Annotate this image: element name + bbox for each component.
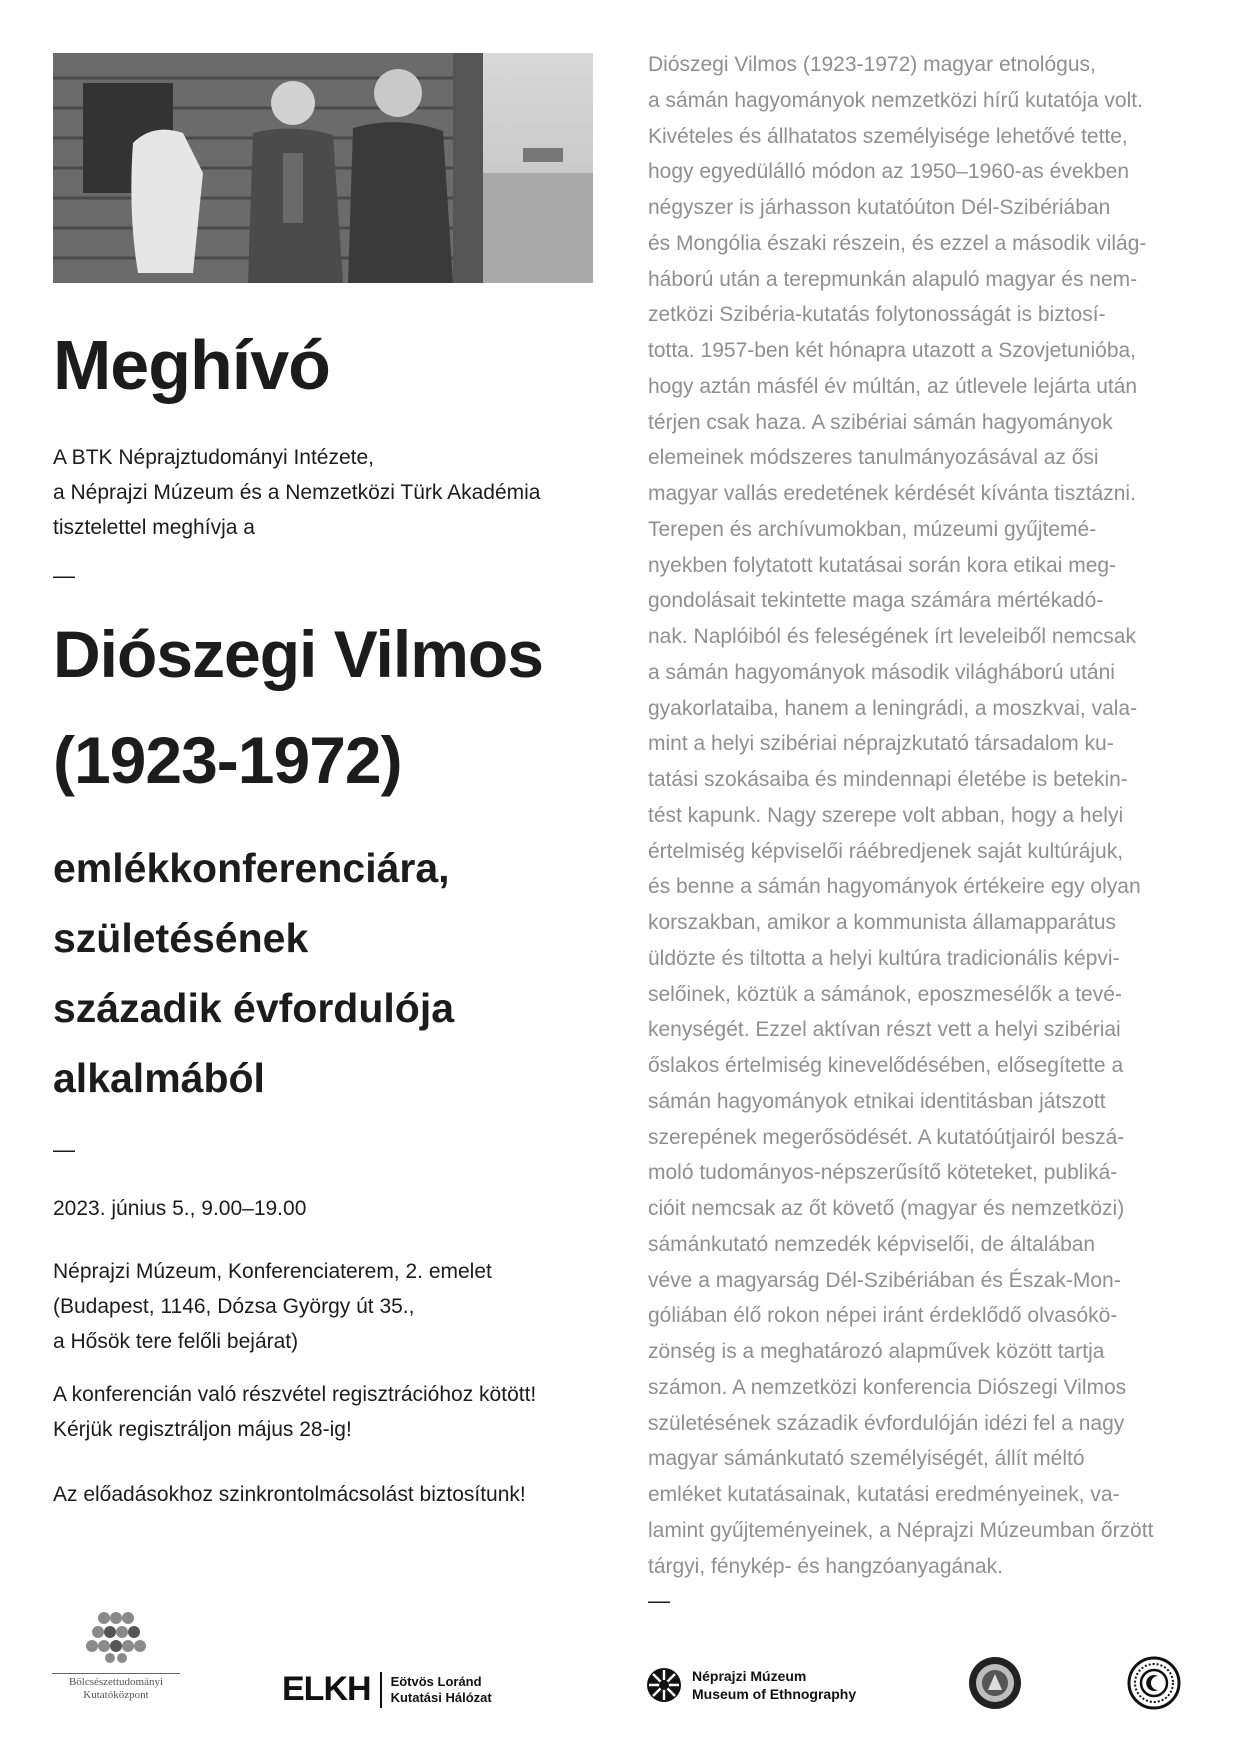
venue-line: (Budapest, 1146, Dózsa György út 35., [53, 1295, 415, 1318]
btk-label: Kutatóközpont [83, 1689, 149, 1701]
invitation-title: Meghívó [53, 326, 330, 404]
elkh-logo [282, 1670, 492, 1709]
biography-line: számon. A nemzetközi konferencia Diószegi Vilmos [648, 1375, 1127, 1399]
biography-line: totta. 1957-ben két hónapra utazott a Szovjetunióba, [648, 339, 1137, 362]
elkh-text-line: Kutatási Hálózat [390, 1689, 492, 1705]
intro-line: a Néprajzi Múzeum és a Nemzetközi Türk Akadémia [53, 481, 541, 504]
biography-line: magyar sámánkutató személyiségét, állít méltó [648, 1447, 1085, 1471]
elkh-separator [380, 1672, 382, 1708]
occasion-block [53, 833, 613, 1113]
photo-illustration [53, 53, 593, 283]
biography-line: selőinek, köztük a sámánok, eposzmesélők a tevé- [648, 982, 1122, 1006]
biography-line: cióit nemcsak az őt követő (magyar és nemzetközi) [648, 1197, 1125, 1220]
biography-line: háború után a terepmunkán alapuló magyar és nem- [648, 267, 1138, 291]
venue-line: a Hősök tere felőli bejárat) [53, 1330, 299, 1353]
biography-text [648, 47, 1193, 1584]
elkh-mark: ELKH [282, 1670, 371, 1708]
occasion-line: századik évfordulója [53, 985, 455, 1031]
intro-text [53, 440, 613, 545]
biography-line: gyakorlataiba, hanem a leningrádi, a moszkvai, vala- [648, 696, 1138, 720]
interpretation-note: Az előadásokhoz szinkrontolmácsolást biztosítunk! [53, 1483, 526, 1506]
person-name-block [53, 601, 613, 813]
seal-icon [968, 1656, 1022, 1710]
biography-line: magyar vallás eredetének kérdését kívánta tisztázni. [648, 482, 1136, 505]
person-name: Diószegi Vilmos [53, 617, 543, 691]
biography-line: a sámán hagyományok nemzetközi hírű kutatója volt. [648, 88, 1143, 112]
archival-photo [53, 53, 593, 283]
biography-line: kenységét. Ezzel aktívan részt vett a helyi szibériai [648, 1018, 1121, 1042]
museum-emblem-icon [645, 1666, 683, 1704]
biography-line: elemeinek módszeres tanulmányozásával az ősi [648, 446, 1099, 470]
registration-line: A konferencián való részvétel regisztrációhoz kötött! [53, 1383, 537, 1406]
biography-line: a sámán hagyományok második világháború utáni [648, 660, 1115, 684]
biography-line: zetközi Szibéria-kutatás folytonosságát is biztosí- [648, 303, 1106, 327]
museum-text-line: Museum of Ethnography [692, 1686, 857, 1702]
biography-line: nak. Naplóiból és feleségének írt leveleiből nemcsak [648, 625, 1136, 648]
occasion-line: emlékkonferenciára, [53, 845, 450, 891]
biography-line: góliában élő rokon népei iránt érdeklődő olvasókö- [648, 1304, 1118, 1328]
biography-line: térjen csak haza. A szibériai sámán hagyományok [648, 410, 1113, 434]
biography-line: üldözte és tiltotta a helyi kultúra tradicionális képvi- [648, 946, 1120, 970]
emblem-seal [1127, 1656, 1181, 1715]
btk-divider [52, 1673, 180, 1674]
biography-line: hogy egyedülálló módon az 1950–1960-as években [648, 160, 1130, 184]
section-dash: — [53, 563, 75, 588]
biography-line: Terepen és archívumokban, múzeumi gyűjtemé- [648, 517, 1097, 541]
biography-line: hogy aztán másfél év múltán, az útlevele lejárta után [648, 374, 1138, 398]
partner-logos [0, 1600, 1240, 1730]
biography-line: emléket kutatásainak, kutatási eredményeinek, va- [648, 1483, 1120, 1506]
biography-line: születésének századik évfordulóján idézi fel a nagy [648, 1411, 1125, 1435]
biography-line: őslakos értelmiség kinevelődésében, elősegítette a [648, 1054, 1124, 1077]
elkh-text [391, 1674, 492, 1706]
biography-line: sámánkutató nemzedék képviselői, de általában [648, 1232, 1096, 1256]
intro-line: tisztelettel meghívja a [53, 516, 255, 539]
person-years: (1923-1972) [53, 723, 402, 797]
section-dash: — [648, 1588, 670, 1613]
biography-line: véve a magyarság Dél-Szibériában és Észak-Mon- [648, 1268, 1121, 1292]
biography-line: tárgyi, fénykép- és hangzóanyagának. [648, 1554, 1003, 1578]
museum-text [692, 1667, 856, 1703]
invitation-column [53, 300, 613, 1512]
biography-line: és Mongólia északi részein, és ezzel a második világ- [648, 231, 1147, 255]
crescent-seal-icon [1127, 1656, 1181, 1710]
biography-line: tést kapunk. Nagy szerepe volt abban, hogy a helyi [648, 803, 1124, 827]
occasion-line: alkalmából [53, 1055, 265, 1101]
btk-logo [52, 1610, 180, 1702]
biography-line: korszakban, amikor a kommunista államapparátus [648, 911, 1117, 934]
museum-of-ethnography-logo [645, 1666, 856, 1704]
btk-label: Bölcsészettudományi [68, 1676, 164, 1688]
biography-line: gondolásait tekintette maga számára mértékadó- [648, 589, 1104, 613]
biography-line: lamint gyűjteményeinek, a Néprajzi Múzeumban őrzött [648, 1518, 1154, 1542]
museum-text-line: Néprajzi Múzeum [692, 1668, 807, 1684]
registration-block [53, 1377, 613, 1447]
biography-line: tatási szokásaiba és mindennapi életébe is betekin- [648, 768, 1128, 791]
section-dash: — [53, 1137, 75, 1162]
venue-line: Néprajzi Múzeum, Konferenciaterem, 2. emelet [53, 1260, 492, 1283]
intro-line: A BTK Néprajztudományi Intézete, [53, 446, 374, 469]
event-date: 2023. június 5., 9.00–19.00 [53, 1197, 307, 1220]
elkh-text-line: Eötvös Loránd [390, 1673, 482, 1689]
biography-line: mint a helyi szibériai néprajzkutató társadalom ku- [648, 732, 1114, 756]
turk-academy-seal [968, 1656, 1022, 1715]
registration-line: Kérjük regisztráljon május 28-ig! [53, 1418, 352, 1441]
occasion-line: születésének [53, 915, 309, 961]
biography-line: zönség is a meghatározó alapművek között tartja [648, 1340, 1105, 1363]
biography-line: Diószegi Vilmos (1923-1972) magyar etnológus, [648, 53, 1096, 76]
venue-block [53, 1254, 613, 1359]
biography-line: Kivételes és állhatatos személyisége lehetővé tette, [648, 124, 1128, 148]
biography-line: és benne a sámán hagyományok értékeire egy olyan [648, 875, 1141, 899]
biography-line: szerepének megerősödését. A kutatóútjairól beszá- [648, 1125, 1125, 1149]
biography-line: nyekben folytatott kutatásai során kora etikai meg- [648, 553, 1117, 577]
biography-line: négyszer is járhasson kutatóúton Dél-Szibériában [648, 196, 1111, 219]
biography-line: moló tudományos-népszerűsítő köteteket, publiká- [648, 1161, 1118, 1185]
biography-line: értelmiség képviselői ráébredjenek saját kultúrájuk, [648, 839, 1124, 863]
biography-line: sámán hagyományok etnikai identitásban játszott [648, 1089, 1106, 1113]
btk-dots-icon [80, 1610, 152, 1664]
